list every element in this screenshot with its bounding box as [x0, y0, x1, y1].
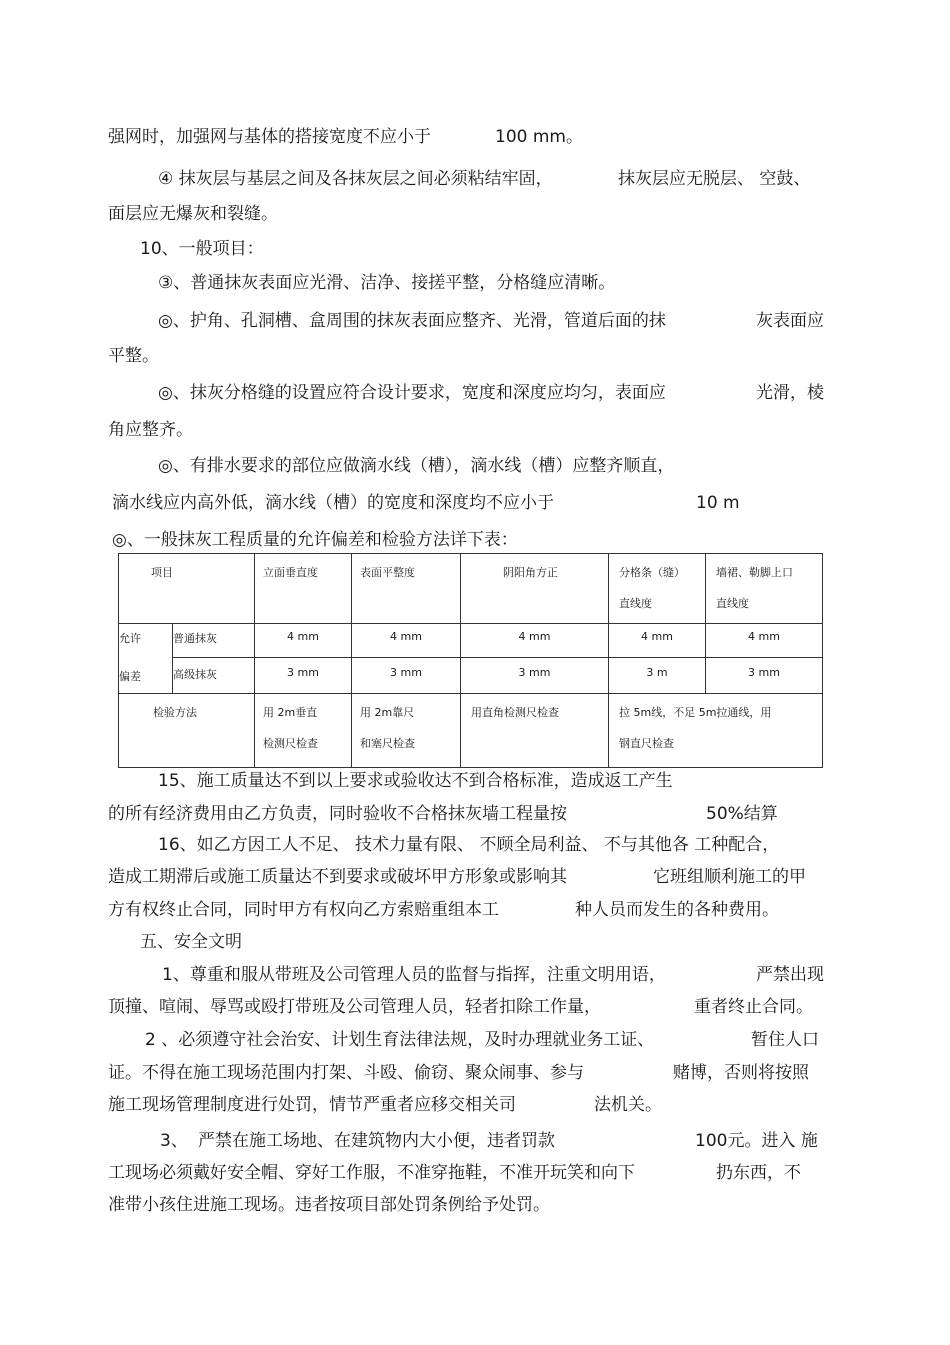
line-text: 灰表面应	[756, 311, 824, 331]
text-line	[108, 345, 159, 367]
line-text: 50%结算	[706, 804, 778, 824]
line-text: ◎、抹灰分格缝的设置应符合设计要求，宽度和深度应均匀，表面应	[158, 383, 666, 403]
line-text: 造成工期滞后或施工质量达不到要求或破坏甲方形象或影响其	[108, 867, 567, 887]
line-text: 它班组顺利施工的甲	[653, 867, 806, 887]
line-text: 严禁出现	[756, 965, 824, 985]
line-text: 证。不得在施工现场范围内打架、斗殴、偷窃、聚众闹事、参与	[108, 1063, 584, 1083]
text-line	[140, 238, 264, 260]
line-text: 强网时，加强网与基体的搭接宽度不应小于	[108, 127, 431, 147]
text-line	[108, 1194, 550, 1216]
line-text: 滴水线应内高外低，滴水线（槽）的宽度和深度均不应小于	[112, 493, 554, 513]
method-col3: 用直角检测尺检查	[461, 694, 609, 768]
line-text: 平整。	[108, 346, 159, 366]
header-col5: 墙裙、勒脚上口 直线度	[706, 554, 823, 624]
line-text: 扔东西，不	[716, 1163, 801, 1183]
line-text: 抹灰层应无脱层、 空鼓、	[618, 169, 811, 189]
line-text: 100元。进入 施	[695, 1131, 818, 1151]
text-line	[158, 272, 615, 294]
line-text: 工现场必须戴好安全帽、穿好工作服，不准穿拖鞋，不准开玩笑和向下	[108, 1163, 635, 1183]
row-name: 普通抹灰	[173, 624, 255, 658]
header-col3: 阴阳角方正	[461, 554, 609, 624]
method-col2: 用 2m靠尺 和塞尺检查	[352, 694, 461, 768]
line-text: 暂住人口	[751, 1030, 819, 1050]
row-name: 高级抹灰	[173, 658, 255, 694]
text-line	[158, 834, 779, 856]
method-col45: 拉 5m线，不足 5m拉通线，用 钢直尺检查	[609, 694, 823, 768]
table-cell: 4 mm	[461, 624, 609, 658]
header-col2: 表面平整度	[352, 554, 461, 624]
text-line	[140, 931, 242, 953]
line-text: ◎、护角、孔洞槽、盒周围的抹灰表面应整齐、光滑，管道后面的抹	[158, 311, 666, 331]
table-cell: 3 mm	[352, 658, 461, 694]
line-text: 准带小孩住进施工现场。违者按项目部处罚条例给予处罚。	[108, 1195, 550, 1215]
tolerance-label: 允许 偏差	[119, 624, 173, 694]
table-cell: 3 m	[609, 658, 706, 694]
header-col1: 立面垂直度	[255, 554, 352, 624]
line-text: 10、一般项目：	[140, 239, 264, 259]
text-line	[108, 419, 193, 441]
line-text: 面层应无爆灰和裂缝。	[108, 204, 278, 224]
line-text: 严禁在施工场地、在建筑物内大小便，违者罚款	[198, 1131, 555, 1151]
text-line	[112, 529, 518, 551]
line-text: 种人员而发生的各种费用。	[575, 900, 779, 920]
line-text: 法机关。	[594, 1095, 662, 1115]
table-cell: 4 mm	[255, 624, 352, 658]
line-text: 重者终止合同。	[694, 997, 813, 1017]
table-cell: 4 mm	[352, 624, 461, 658]
method-col1: 用 2m垂直 检测尺检查	[255, 694, 352, 768]
text-line	[158, 770, 673, 792]
line-text: 10 m	[696, 493, 740, 513]
line-text: 15、施工质量达不到以上要求或验收达不到合格标准，造成返工产生	[158, 771, 673, 791]
line-text: ◎、一般抹灰工程质量的允许偏差和检验方法详下表：	[112, 530, 518, 550]
method-label: 检验方法	[119, 694, 255, 768]
table-cell: 4 mm	[609, 624, 706, 658]
text-line	[158, 455, 674, 477]
line-text: ③、普通抹灰表面应光滑、洁净、接搓平整，分格缝应清晰。	[158, 273, 616, 293]
table-cell: 3 mm	[706, 658, 823, 694]
header-col4: 分格条（缝） 直线度	[609, 554, 706, 624]
line-text: 2 、必须遵守社会治安、计划生育法律法规，及时办理就业务工证、	[145, 1030, 655, 1050]
line-text: 方有权终止合同，同时甲方有权向乙方索赔重组本工	[108, 900, 499, 920]
line-text: 施工现场管理制度进行处罚，情节严重者应移交相关司	[108, 1095, 516, 1115]
line-text: 光滑，棱	[756, 383, 824, 403]
line-text: ④ 抹灰层与基层之间及各抹灰层之间必须粘结牢固，	[158, 169, 553, 189]
line-text: 角应整齐。	[108, 420, 193, 440]
line-text: 赌博，否则将按照	[673, 1063, 809, 1083]
text-line	[108, 203, 278, 225]
line-text: 16、如乙方因工人不足、 技术力量有限、 不顾全局利益、 不与其他各 工种配合，	[158, 835, 780, 855]
line-text: 3、	[160, 1131, 188, 1151]
table-cell: 4 mm	[706, 624, 823, 658]
table-cell: 3 mm	[461, 658, 609, 694]
line-text: ◎、有排水要求的部位应做滴水线（槽），滴水线（槽）应整齐顺直，	[158, 456, 675, 476]
line-text: 1、尊重和服从带班及公司管理人员的监督与指挥，注重文明用语，	[162, 965, 666, 985]
line-text: 顶撞、喧闹、辱骂或殴打带班及公司管理人员，轻者扣除工作量，	[108, 997, 601, 1017]
header-item: 项目	[119, 554, 255, 624]
table-cell: 3 mm	[255, 658, 352, 694]
line-text: 的所有经济费用由乙方负责，同时验收不合格抹灰墙工程量按	[108, 804, 567, 824]
line-text: 100 mm。	[495, 127, 583, 147]
line-text: 五、安全文明	[140, 932, 242, 952]
tolerance-table	[118, 553, 823, 768]
